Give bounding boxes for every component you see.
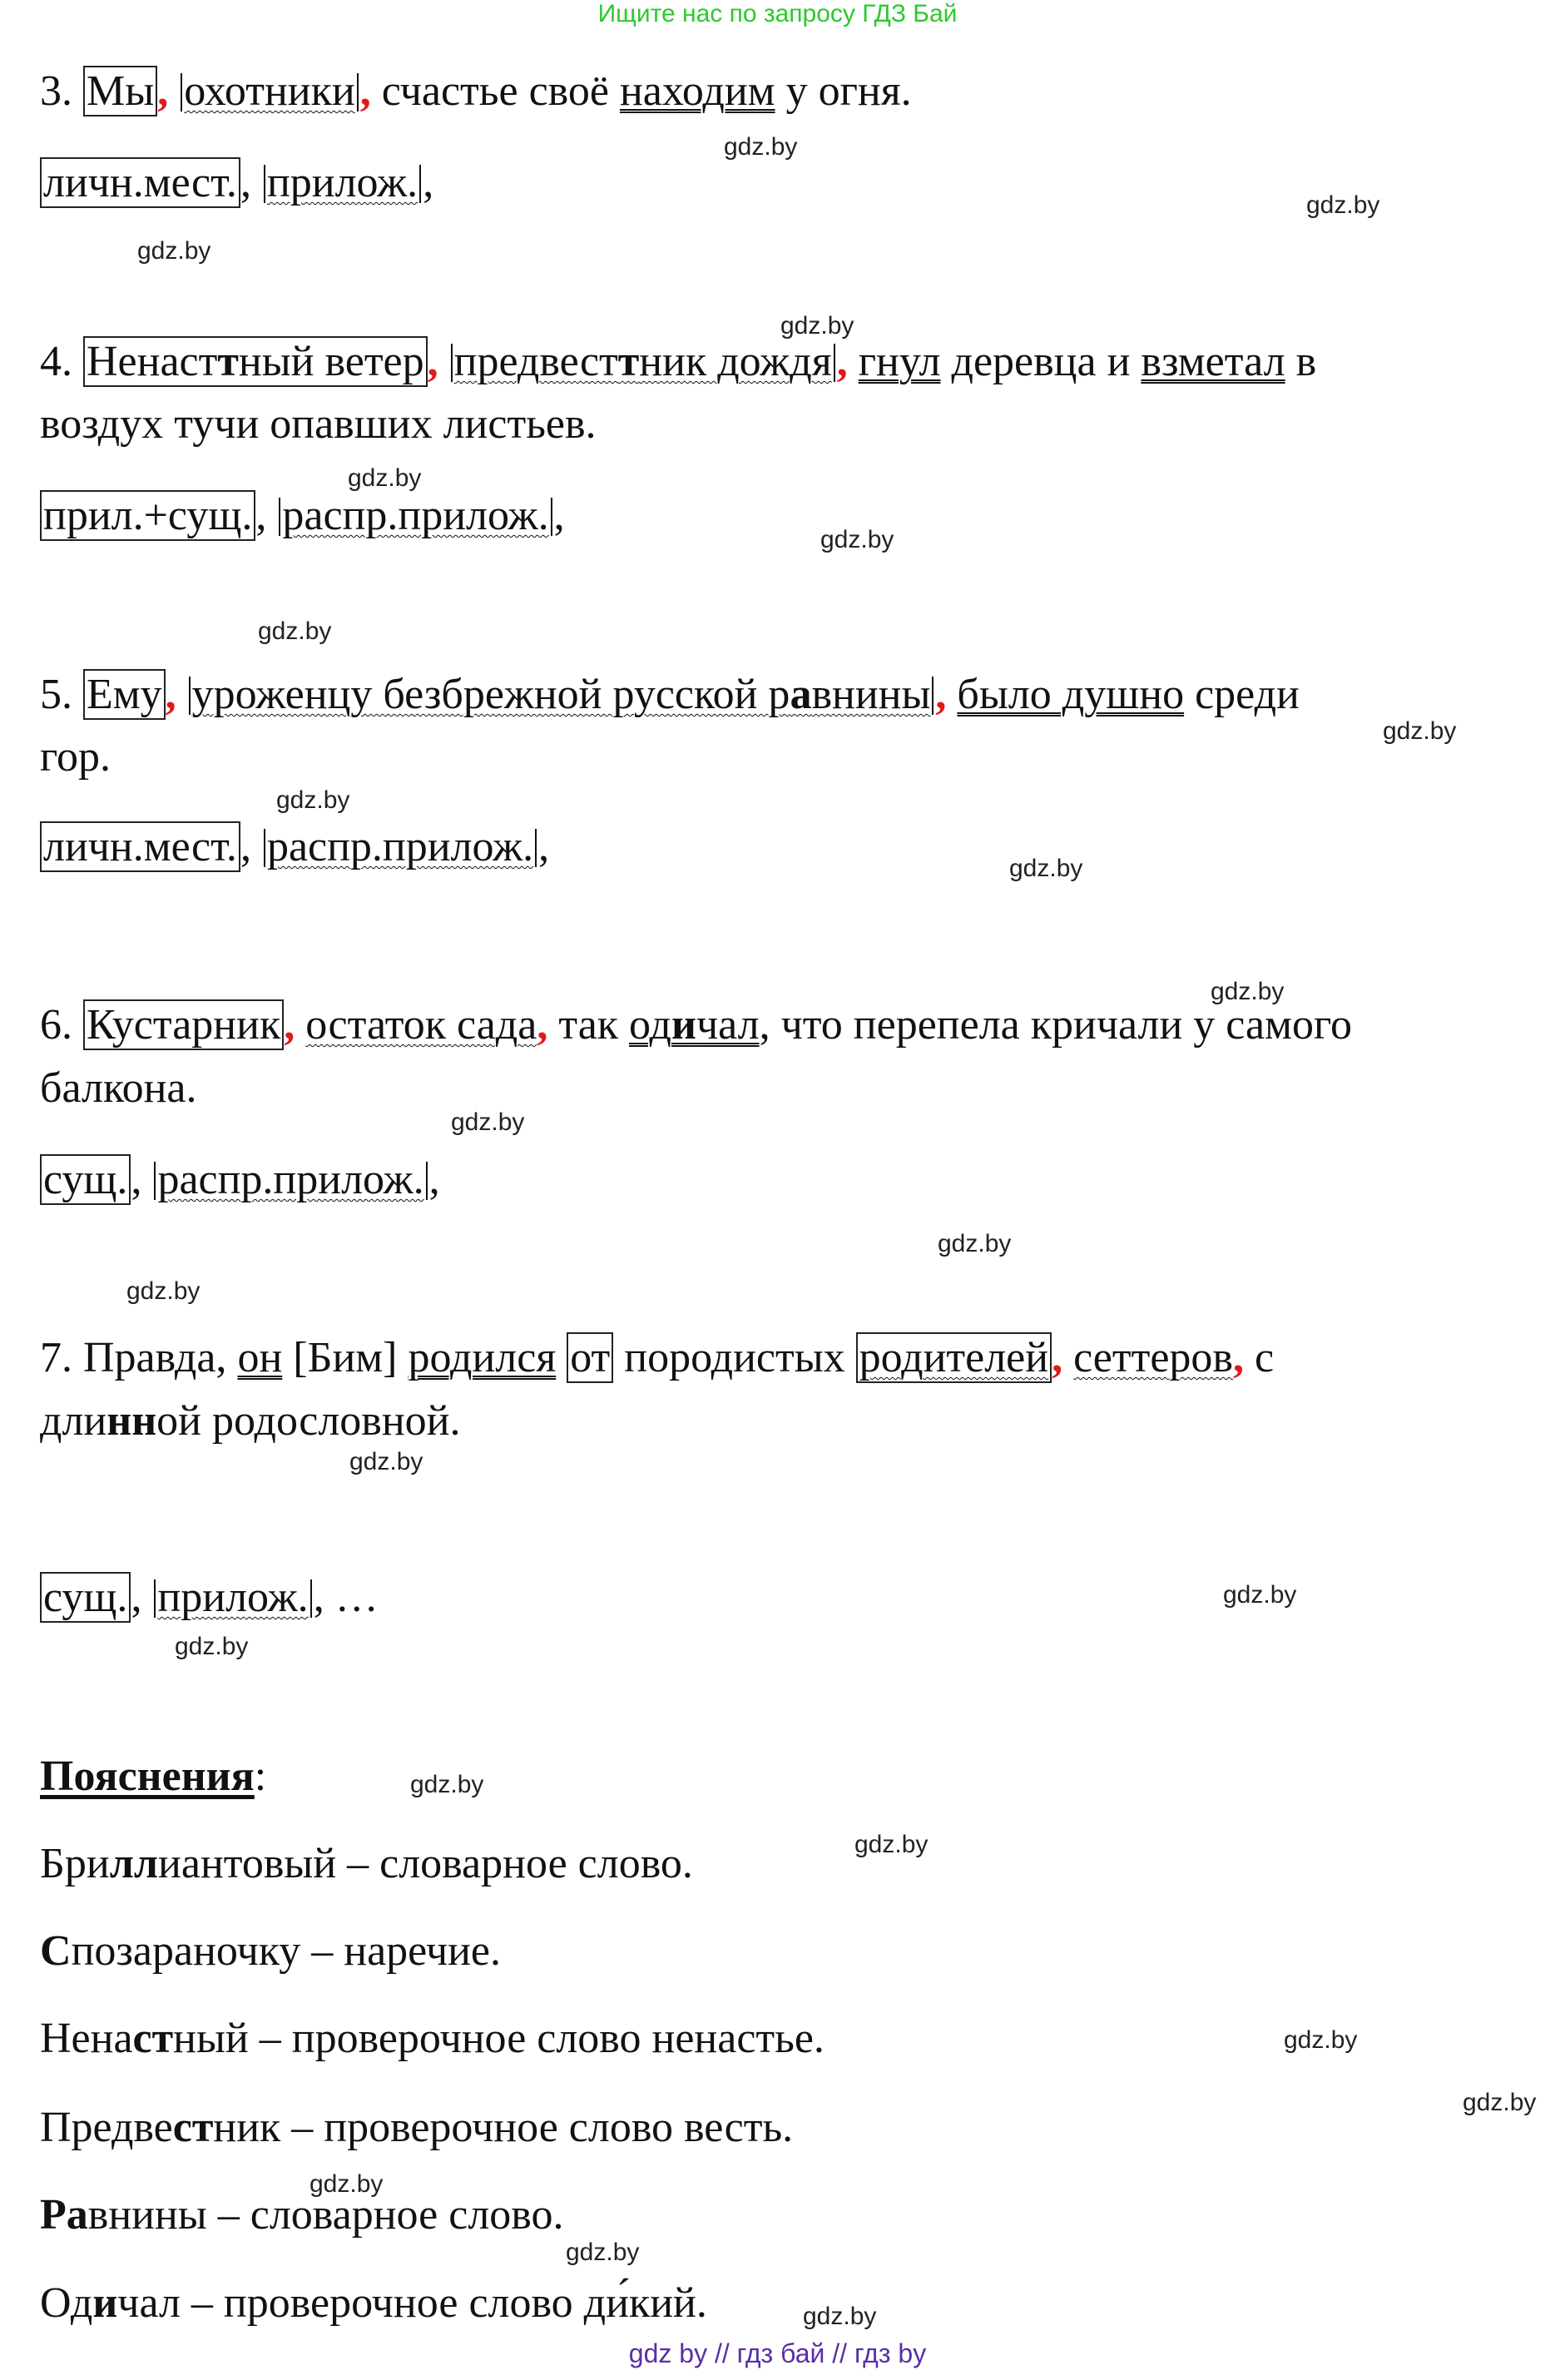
sentence-6: 6. Кустарник, остаток сада, так одичал, что перепела кричали у самого xyxy=(40,1001,1353,1049)
plain-text: деревца и xyxy=(951,338,1131,385)
watermark: gdz.by xyxy=(126,1277,201,1305)
predicate-word: гнул xyxy=(858,338,941,385)
sentence-6-line-2: балкона. xyxy=(40,1064,197,1112)
note-2: Спозараночку – наречие. xyxy=(40,1927,502,1975)
predicate-word: было душно xyxy=(957,671,1185,718)
scheme-main-word: сущ. xyxy=(40,1154,131,1205)
note-3: Ненастный – проверочное слово ненастье. xyxy=(40,2015,825,2062)
watermark: gdz.by xyxy=(276,786,350,814)
watermark: gdz.by xyxy=(348,464,422,492)
sentence-7: 7. Правда, он [Бим] родился от породистых родителей, сеттеров, с xyxy=(40,1334,1275,1381)
note-4: Предвестник – проверочное слово весть. xyxy=(40,2104,794,2151)
predicate-letter: и xyxy=(671,1001,696,1049)
watermark: gdz.by xyxy=(780,312,854,340)
watermark: gdz.by xyxy=(410,1771,484,1798)
footer-links[interactable]: gdz by // гдз бай // гдз by xyxy=(628,2338,927,2368)
plain-text: в xyxy=(1295,338,1317,385)
plain-text: Правда, xyxy=(83,1334,227,1381)
sentence-3: 3. Мы, охотники , счастье своё находим у огня. xyxy=(40,67,912,115)
scheme-6: сущ., распр.прилож. , xyxy=(40,1155,440,1205)
notes-heading-line: Пояснения: xyxy=(40,1753,267,1800)
appositive-part: внины xyxy=(811,671,931,718)
scheme-appositive: прилож. xyxy=(157,1574,309,1621)
scheme-appositive: распр.прилож. xyxy=(157,1156,424,1203)
plain-text: у огня. xyxy=(785,67,912,115)
subject-word: он xyxy=(237,1334,283,1381)
scheme-appositive: распр.прилож. xyxy=(282,492,549,539)
plain-text: с xyxy=(1254,1334,1275,1381)
sentence-5: 5. Ему, уроженцу безбрежной русской равнины , было душно среди xyxy=(40,671,1300,718)
watermark: gdz.by xyxy=(724,133,798,161)
scheme-main-word: сущ. xyxy=(40,1572,131,1623)
scheme-appositive: распр.прилож. xyxy=(266,823,534,870)
preposition-word: от xyxy=(567,1332,613,1383)
subject-word: Мы xyxy=(83,66,157,117)
watermark: gdz.by xyxy=(258,617,332,645)
appositive-word: охотники xyxy=(184,67,355,115)
subject-word: Кустарник xyxy=(83,999,284,1050)
watermark: gdz.by xyxy=(1009,855,1083,882)
plain-text: породистых xyxy=(624,1334,845,1381)
sentence-4: 4. Ненасттный ветер, предвесттник дождя , гнул деревца и взметал в xyxy=(40,338,1317,385)
watermark: gdz.by xyxy=(1284,2026,1358,2054)
plain-text: счастье своё xyxy=(381,67,609,115)
plain-text: среди xyxy=(1195,671,1300,718)
highlight-letters: нн xyxy=(106,1397,157,1445)
watermark: gdz.by xyxy=(1463,2089,1537,2116)
plain-text: дли xyxy=(40,1397,107,1445)
scheme-main-word: прил.+сущ. xyxy=(40,490,255,541)
plain-text: , что перепела кричали у самого xyxy=(759,1001,1353,1049)
sentence-4-line-2: воздух тучи опавших листьев. xyxy=(40,400,597,448)
scheme-3: личн.мест., прилож. , xyxy=(40,158,433,208)
watermark: gdz.by xyxy=(1383,717,1457,745)
watermark: gdz.by xyxy=(938,1230,1012,1257)
search-hint-banner[interactable]: Ищите нас по запросу ГДЗ Бай xyxy=(597,0,958,27)
sentence-5-line-2: гор. xyxy=(40,733,111,781)
scheme-7: сущ., прилож. , … xyxy=(40,1573,379,1623)
scheme-ellipsis: … xyxy=(334,1574,379,1621)
appositive-letter: т xyxy=(617,338,640,385)
watermark: gdz.by xyxy=(137,237,211,265)
scheme-main-word: личн.мест. xyxy=(40,157,240,208)
watermark: gdz.by xyxy=(451,1108,525,1136)
watermark: gdz.by xyxy=(310,2170,384,2198)
main-noun-word: родителей xyxy=(856,1332,1052,1383)
scheme-appositive: прилож. xyxy=(266,159,418,206)
scheme-5: личн.мест., распр.прилож. , xyxy=(40,822,549,872)
sentence-number: 3. xyxy=(40,67,72,115)
sentence-number: 4. xyxy=(40,338,72,385)
appositive-letter: а xyxy=(790,671,812,718)
predicate-word: родился xyxy=(408,1334,557,1381)
scheme-main-word: личн.мест. xyxy=(40,821,240,872)
appositive-part: ник дождя xyxy=(639,338,832,385)
watermark: gdz.by xyxy=(1211,978,1285,1005)
watermark: gdz.by xyxy=(820,526,894,553)
watermark: gdz.by xyxy=(349,1448,423,1475)
appositive-word: сеттеров xyxy=(1073,1334,1233,1381)
subject-letter: т xyxy=(217,338,239,385)
watermark: gdz.by xyxy=(854,1831,929,1858)
subject-part: ный ветер xyxy=(238,338,424,385)
sentence-7-line-2 xyxy=(40,1396,460,1446)
watermark: gdz.by xyxy=(1223,1581,1297,1609)
watermark: gdz.by xyxy=(1306,191,1380,219)
watermark: gdz.by xyxy=(803,2303,877,2330)
appositive-part: предвест xyxy=(453,338,618,385)
subject-part: Ненаст xyxy=(87,338,218,385)
note-6: Одичал – проверочное слово ди́кий. xyxy=(40,2279,707,2327)
appositive-word: остаток сада xyxy=(305,1001,537,1049)
predicate-word: взметал xyxy=(1141,338,1285,385)
note-1: Бриллиантовый – словарное слово. xyxy=(40,1840,693,1887)
plain-text: ой родословной. xyxy=(156,1397,461,1445)
plain-text: [Бим] xyxy=(293,1334,398,1381)
note-5: Равнины – словарное слово. xyxy=(40,2191,564,2239)
sentence-number: 5. xyxy=(40,671,72,718)
sentence-number: 6. xyxy=(40,1001,72,1049)
predicate-word: находим xyxy=(619,67,775,115)
notes-heading: Пояснения xyxy=(40,1753,255,1800)
predicate-part: чал xyxy=(696,1001,760,1049)
watermark: gdz.by xyxy=(175,1633,249,1660)
watermark: gdz.by xyxy=(566,2239,640,2266)
predicate-part: од xyxy=(629,1001,671,1049)
subject-word: Ему xyxy=(83,669,166,720)
plain-text: так xyxy=(558,1001,619,1049)
appositive-part: уроженцу безбрежной русской р xyxy=(191,671,790,718)
scheme-4: прил.+сущ., распр.прилож. , xyxy=(40,491,565,541)
sentence-number: 7. xyxy=(40,1334,72,1381)
